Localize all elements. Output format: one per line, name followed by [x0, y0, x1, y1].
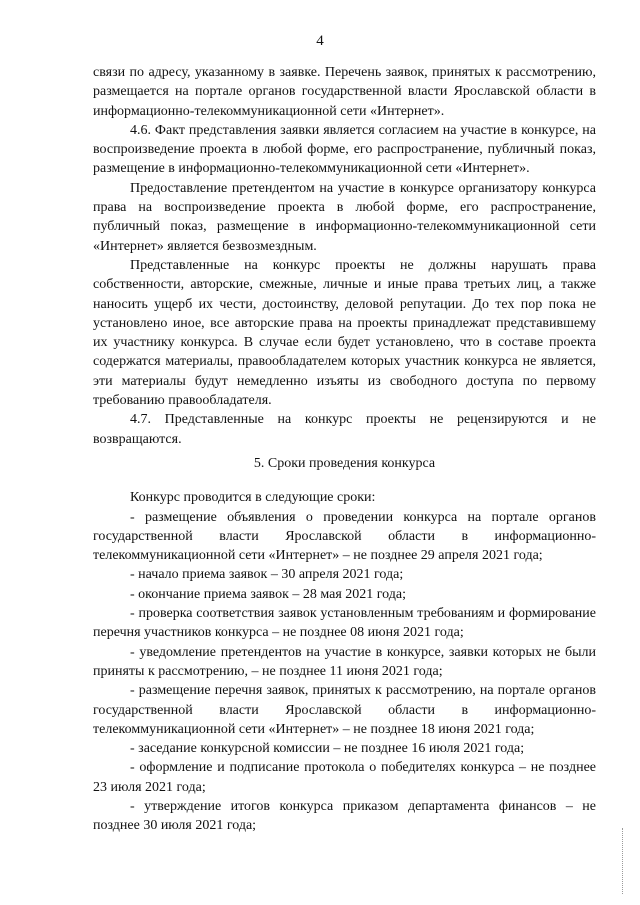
schedule-item: - оформление и подписание протокола о победителях конкурса – не позднее 23 июля 2021 года;: [93, 760, 596, 795]
schedule-item: - размещение объявления о проведении конкурса на портале органов государственной власти Ярославской области в информационно-телекоммуникационной сети «Интернет» – не позднее 29 апреля 2021 года;: [93, 509, 596, 564]
schedule-item: - уведомление претендентов на участие в конкурсе, заявки которых не были приняты к рассмотрению, – не позднее 11 июня 2021 года;: [93, 644, 596, 679]
schedule-item: - размещение перечня заявок, принятых к рассмотрению, на портале органов государственной власти Ярославской области в информационно-телекоммуникационной сети «Интернет» – не позднее 18 июня 2021 года;: [93, 683, 596, 737]
schedule-item: - заседание конкурсной комиссии – не позднее 16 июля 2021 года;: [130, 741, 525, 757]
schedule-item: - утверждение итогов конкурса приказом департамента финансов – не позднее 30 июля 2021 года;: [93, 798, 596, 834]
paragraph-continuation: связи по адресу, указанному в заявке. Перечень заявок, принятых к рассмотрению, размещается на портале органов государственной власти Ярославской области в информационно-телекоммуникационной сети «Интернет».: [93, 65, 596, 119]
paragraph-free-provision: Предоставление претендентом на участие в конкурсе организатору конкурса права на воспроизведение проекта в любой форме, его распространение, публичный показ, размещение в информационно-телекоммуникационной сети «Интернет» является безвозмездным.: [93, 180, 596, 254]
scan-edge-mark: [622, 828, 624, 894]
schedule-item: - окончание приема заявок – 28 мая 2021 года;: [130, 586, 407, 602]
paragraph-copyright: Представленные на конкурс проекты не должны нарушать права собственности, авторские, смежные, личные и иные права третьих лиц, а также наносить ущерб их чести, достоинству, деловой репутации. До тех пор пока не установлено иное, все авторские права на проекты принадлежат представившему их участнику конкурса. В случае если будет установлено, что в составе проекта содержатся материалы, правообладателем которых участник конкурса не является, эти материалы будут немедленно изъяты из свободного доступа по первому требованию правообладателя.: [93, 257, 596, 409]
schedule-item: - начало приема заявок – 30 апреля 2021 года;: [130, 567, 404, 583]
schedule-item: - проверка соответствия заявок установленным требованиям и формирование перечня участников конкурса – не позднее 08 июня 2021 года;: [93, 606, 596, 641]
schedule-intro: Конкурс проводится в следующие сроки:: [130, 490, 376, 506]
paragraph-4-7: 4.7. Представленные на конкурс проекты не рецензируются и не возвращаются.: [93, 412, 596, 447]
page-number: 4: [316, 33, 324, 49]
paragraph-4-6: 4.6. Факт представления заявки является согласием на участие в конкурсе, на воспроизведение проекта в любой форме, его распространение, публичный показ, размещение в информационно-телекоммуникационной сети «Интернет».: [93, 122, 596, 177]
document-body: [93, 63, 596, 836]
section-heading: 5. Сроки проведения конкурса: [253, 455, 436, 471]
